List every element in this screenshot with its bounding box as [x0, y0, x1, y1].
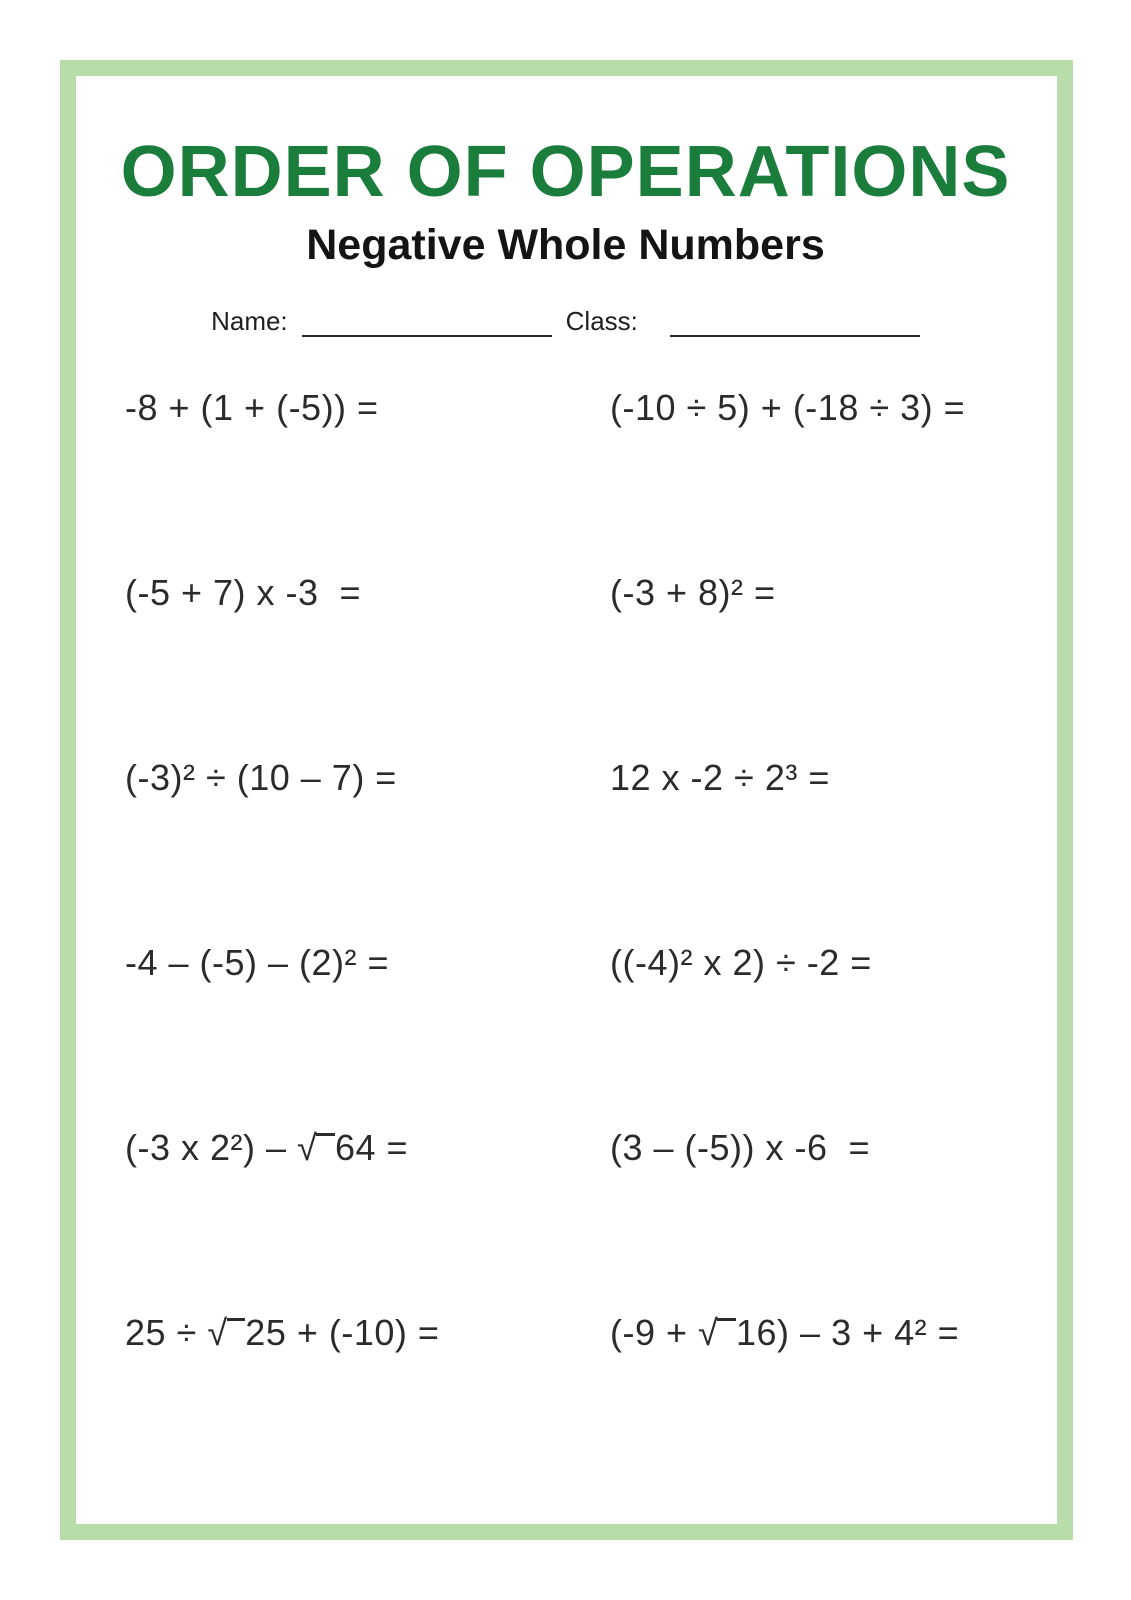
worksheet-title: ORDER OF OPERATIONS: [120, 132, 1011, 212]
radical-sign: √: [698, 1312, 736, 1353]
problem-5-left: (-3 x 2²) – √ 64 =: [125, 1126, 409, 1168]
problem-1-left: -8 + (1 + (-5)) =: [125, 386, 379, 428]
problems-grid: [125, 315, 1061, 1425]
worksheet-subtitle: Negative Whole Numbers: [306, 221, 825, 269]
radical-sign: √: [207, 1312, 245, 1353]
class-label: Class:: [565, 305, 638, 336]
problem-2-left: (-5 + 7) x -3 =: [125, 571, 362, 613]
problem-3-left: (-3)² ÷ (10 – 7) =: [125, 756, 397, 798]
problem-6-right: (-9 + √ 16) – 3 + 4² =: [610, 1311, 960, 1353]
problem-5-right: (3 – (-5)) x -6 =: [610, 1126, 871, 1168]
name-label: Name:: [211, 305, 288, 336]
problem-3-right: 12 x -2 ÷ 2³ =: [610, 756, 830, 798]
problem-4-right: ((-4)² x 2) ÷ -2 =: [610, 941, 872, 983]
problem-2-right: (-3 + 8)² =: [610, 571, 776, 613]
problem-1-right: (-10 ÷ 5) + (-18 ÷ 3) =: [610, 386, 966, 428]
radical-sign: √: [297, 1127, 335, 1168]
problem-6-left: 25 ÷ √ 25 + (-10) =: [125, 1311, 440, 1353]
problem-4-left: -4 – (-5) – (2)² =: [125, 941, 390, 983]
